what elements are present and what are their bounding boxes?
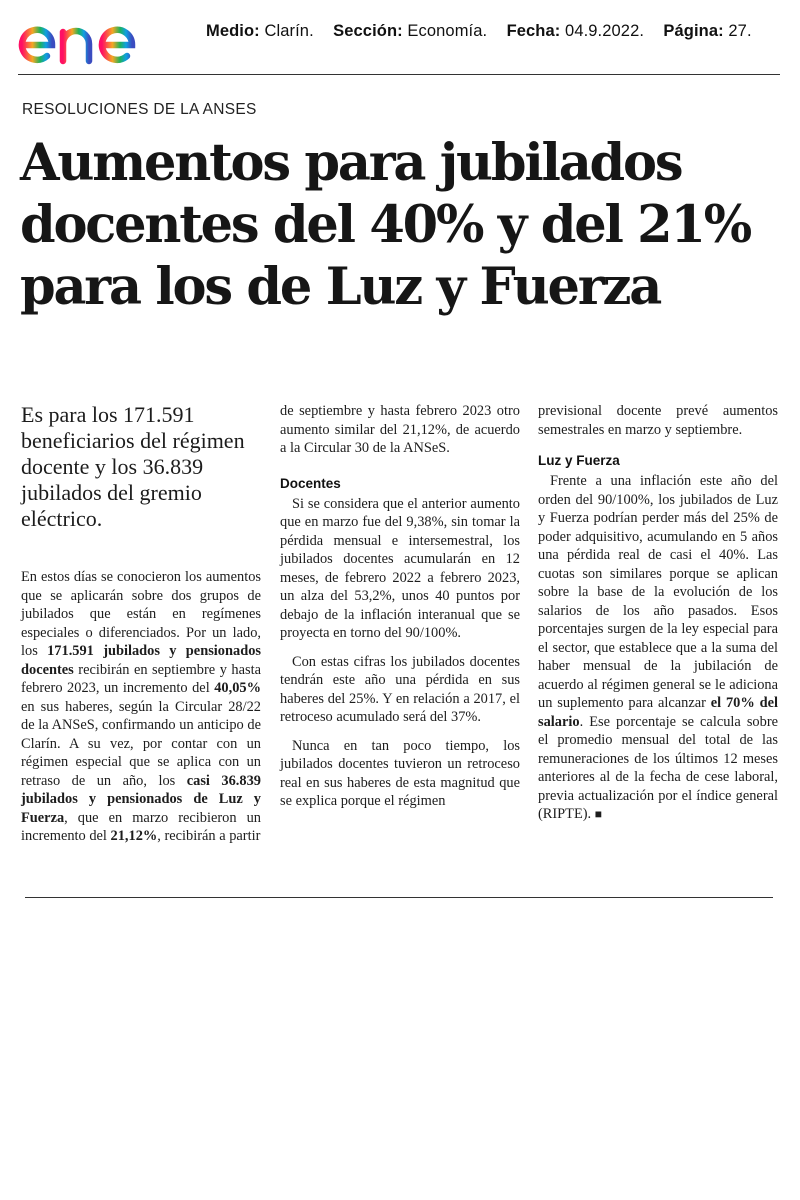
paragraph-intro: En estos días se conocieron los aumentos que se aplicarán sobre dos grupos de jubilados que están en regímenes especiales o diferenciados. Por un lado, los 171.591 jubilados y pensionados docentes recibirán en septiembre y hasta febrero 2023, un incremento del 40,05% en sus haberes, según la Circular 28/22 de la ANSeS, confirmando un anticipo de Clarín. A su vez, por contar con un régimen especial que se aplica con un retraso de un año, los casi 36.839 jubilados y pensionados de Luz y Fuerza, que en marzo recibieron un incremento del 21,12%, recibirán a partir bbox=[21, 569, 261, 844]
subhead-luz-y-fuerza: Luz y Fuerza bbox=[538, 453, 620, 468]
fecha-value: 04.9.2022. bbox=[565, 22, 645, 40]
header-divider bbox=[18, 74, 780, 75]
article-column-3 bbox=[538, 402, 778, 824]
paragraph-intro-continued: de septiembre y hasta febrero 2023 otro aumento similar del 21,12%, de acuerdo a la Circular 30 de la ANSeS. bbox=[280, 403, 520, 456]
footer-divider bbox=[25, 897, 773, 898]
paragraph-docentes-2: Con estas cifras los jubilados docentes tendrán este año una pérdida en sus haberes del 25%. Y en relación a 2017, el retroceso acumulado será del 37%. bbox=[280, 653, 520, 725]
headline-line-1: Aumentos para jubilados bbox=[20, 133, 682, 193]
paragraph-docentes-3-continued: previsional docente prevé aumentos semestrales en marzo y septiembre. bbox=[538, 403, 778, 438]
pagina-value: 27. bbox=[728, 22, 752, 40]
clipping-header bbox=[0, 0, 800, 80]
article-summary: Es para los 171.591 beneficiarios del régimen docente y los 36.839 jubilados del gremio eléctrico. bbox=[21, 402, 245, 531]
enel-logo bbox=[18, 8, 170, 66]
medio-value: Clarín. bbox=[264, 22, 314, 40]
article-column-2 bbox=[280, 402, 520, 811]
headline-line-2: docentes del 40% y del 21% bbox=[20, 195, 751, 255]
clipping-metadata bbox=[206, 22, 752, 41]
paragraph-luz-y-fuerza: Frente a una inflación este año del orden del 90/100%, los jubilados de Luz y Fuerza podrían perder más del 25% de poder adquisitivo, acumulando en 5 años una pérdida real de casi el 40%. Las cuotas son similares porque se aplican sobre la base de la evolución de los salarios de los año pasados. Esos porcentajes surgen de la ley especial para el sector, que establece que a la suma del haber mensual de la jubilación de acuerdo al régimen general se le adiciona un suplemento para alcanzar el 70% del salario. Ese porcentaje se calcula sobre el promedio mensual del total de las remuneraciones de los últimos 12 meses anteriores al de la fecha de cese laboral, previa actualización por el índice general (RIPTE). ■ bbox=[538, 473, 778, 822]
paragraph-docentes-1: Si se considera que el anterior aumento que en marzo fue del 9,38%, sin tomar la pérdida mensual e intersemestral, los jubilados docentes acumularán en 12 meses, de febrero 2022 a febrero 2023, un alza del 53,2%, unos 40 puntos por debajo de la inflación interanual que se proyecta en torno del 90/100%. bbox=[280, 495, 520, 641]
headline-line-3: para los de Luz y Fuerza bbox=[20, 257, 661, 317]
fecha-label: Fecha: bbox=[506, 22, 561, 40]
pagina-label: Página: bbox=[663, 22, 724, 40]
seccion-label: Sección: bbox=[333, 22, 403, 40]
article-column-1 bbox=[21, 402, 261, 846]
paragraph-docentes-3: Nunca en tan poco tiempo, los jubilados docentes tuvieron un retroceso real en sus haberes de esta magnitud que se explica porque el régimen bbox=[280, 737, 520, 809]
seccion-value: Economía. bbox=[407, 22, 488, 40]
subhead-docentes: Docentes bbox=[280, 475, 341, 491]
article-kicker: RESOLUCIONES DE LA ANSES bbox=[22, 101, 257, 118]
end-mark: ■ bbox=[594, 807, 603, 821]
medio-label: Medio: bbox=[206, 22, 260, 40]
article-headline bbox=[20, 132, 790, 318]
